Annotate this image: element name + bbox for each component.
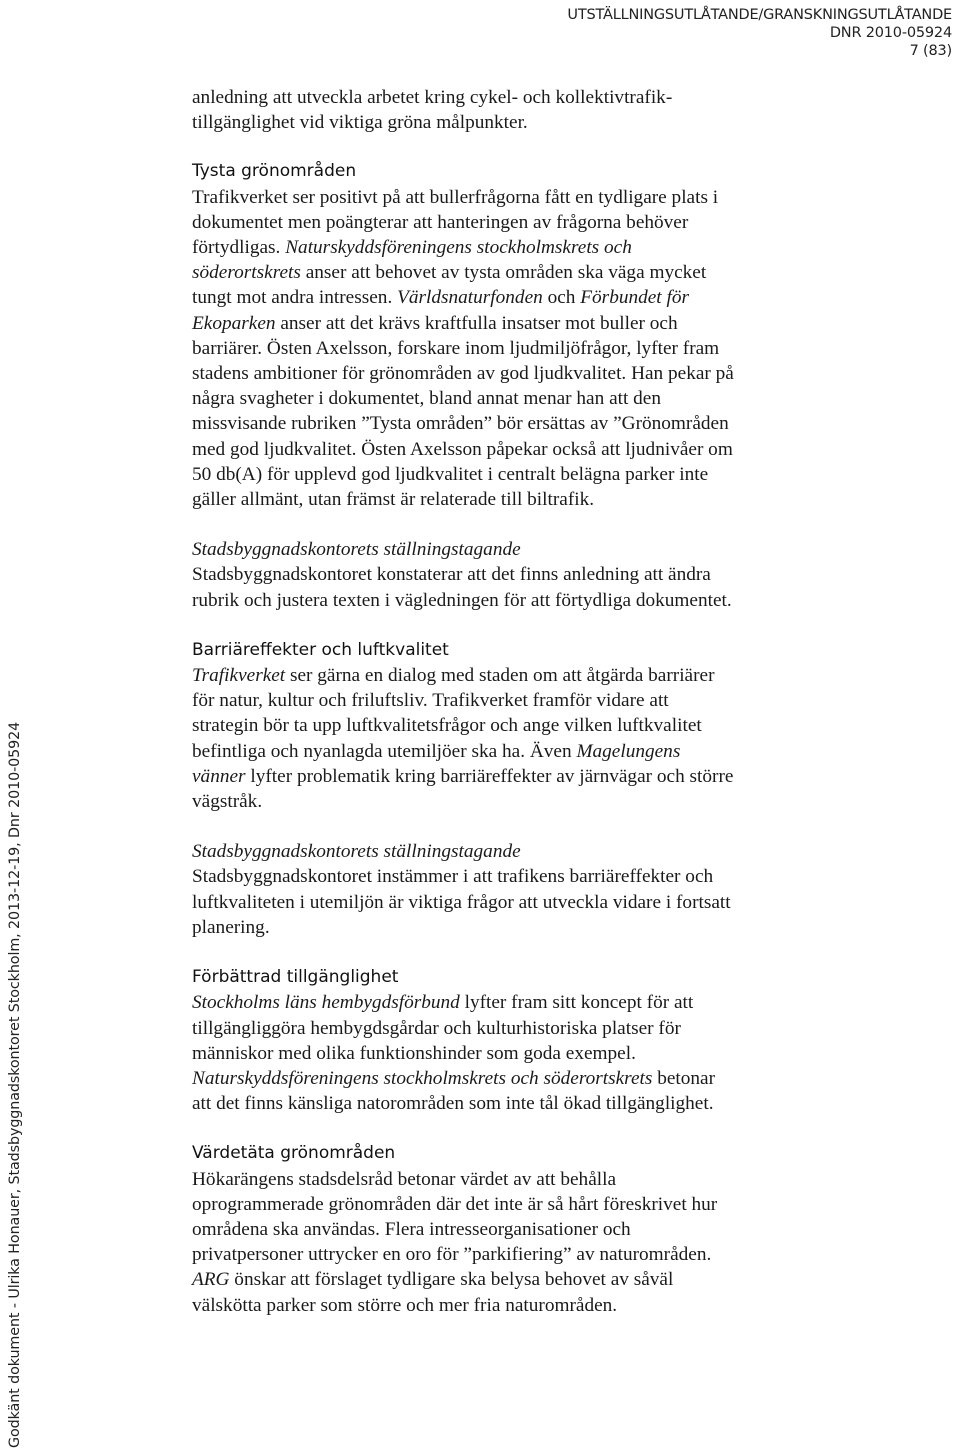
- text-line: missvisande rubriken ”Tysta områden” bör ersättas av ”Grönområden: [192, 413, 729, 435]
- text-line: tungt mot andra intressen. Världsnaturfonden och Förbundet för: [192, 287, 689, 309]
- text-line: tillgängliggöra hembygdsgårdar och kulturhistoriska platser för: [192, 1017, 681, 1039]
- page-number: 7 (83): [909, 43, 952, 59]
- text-line: barriärer. Östen Axelsson, forskare inom ljudmiljöfrågor, lyfter fram: [192, 337, 720, 359]
- text-line: rubrik och justera texten i vägledningen för att förtydliga dokumentet.: [192, 589, 732, 611]
- section-quiet-green-areas: [192, 159, 832, 512]
- text-line: förtydligas. Naturskyddsföreningens stockholmskrets och: [192, 237, 632, 259]
- section-heading: Barriäreffekter och luftkvalitet: [192, 639, 449, 660]
- section-heading: Tysta grönområden: [192, 161, 357, 182]
- text-line: planering.: [192, 916, 270, 938]
- text-line: Stockholms läns hembygdsförbund lyfter fram sitt koncept för att: [192, 992, 694, 1014]
- text-line: befintliga och nyanlagda utemiljöer ska ha. Även Magelungens: [192, 740, 681, 762]
- text-line: att det finns känsliga natorområden som inte tål ökad tillgänglighet.: [192, 1093, 714, 1115]
- text-line: för natur, kultur och friluftsliv. Trafikverket framför vidare att: [192, 690, 669, 712]
- text-line: Stadsbyggnadskontoret instämmer i att trafikens barriäreffekter och: [192, 866, 714, 888]
- approval-stamp-text: Godkänt dokument - Ulrika Honauer, Stadsbyggnadskontoret Stockholm, 2013-12-19, Dnr 2010-05924: [7, 721, 23, 1448]
- section-valuable-green-areas: [192, 1141, 832, 1317]
- text-line: människor med olika funktionshinder som goda exempel.: [192, 1042, 636, 1064]
- text-line: vänner lyfter problematik kring barriäreffekter av järnvägar och större: [192, 765, 734, 787]
- response-heading: Stadsbyggnadskontorets ställningstagande: [192, 539, 521, 561]
- text-line: tillgänglighet vid viktiga gröna målpunkter.: [192, 112, 528, 134]
- text-line: stadens ambitioner för grönområden av god ljudkvalitet. Han pekar på: [192, 363, 734, 385]
- section-improved-accessibility: [192, 965, 832, 1116]
- text-line: luftkvaliteten i utemiljön är viktiga frågor att utveckla vidare i fortsatt: [192, 891, 731, 913]
- text-line: Hökarängens stadsdelsråd betonar värdet av att behålla: [192, 1168, 617, 1190]
- section-barrier-effects: [192, 638, 832, 814]
- text-line: välskötta parker som större och mer fria naturområden.: [192, 1294, 618, 1316]
- document-number: DNR 2010-05924: [829, 25, 952, 41]
- document-body: [192, 85, 832, 1318]
- text-line: Ekoparken anser att det krävs kraftfulla insatser mot buller och: [192, 312, 678, 334]
- text-line: områdena ska användas. Flera intresseorganisationer och: [192, 1218, 631, 1240]
- text-line: anledning att utveckla arbetet kring cykel- och kollektivtrafik-: [192, 87, 673, 108]
- intro-paragraph: [192, 85, 832, 135]
- text-line: några svagheter i dokumentet, bland annat menar han att den: [192, 388, 662, 410]
- text-line: vägstråk.: [192, 791, 263, 813]
- text-line: 50 db(A) för upplevd god ljudkvalitet i centralt belägna parker inte: [192, 463, 709, 485]
- text-line: strategin bör ta upp luftkvalitetsfrågor och ange vilken luftkvalitet: [192, 715, 702, 737]
- text-line: med god ljudkvalitet. Östen Axelsson påpekar också att ljudnivåer om: [192, 438, 733, 460]
- text-line: Trafikverket ser gärna en dialog med staden om att åtgärda barriärer: [192, 665, 715, 687]
- text-line: Stadsbyggnadskontoret konstaterar att det finns anledning att ändra: [192, 564, 711, 586]
- response-heading: Stadsbyggnadskontorets ställningstagande: [192, 841, 521, 863]
- section-barrier-effects-response: [192, 839, 832, 940]
- text-line: söderortskrets anser att behovet av tysta områden ska väga mycket: [192, 262, 707, 284]
- text-line: gäller allmänt, utan främst är relaterade till biltrafik.: [192, 489, 595, 511]
- text-line: Naturskyddsföreningens stockholmskrets och söderortskrets betonar: [192, 1067, 716, 1089]
- text-line: Trafikverket ser positivt på att bullerfrågorna fått en tydligare plats i: [192, 186, 719, 208]
- section-heading: Värdetäta grönområden: [192, 1143, 396, 1164]
- text-line: ARG önskar att förslaget tydligare ska belysa behovet av såväl: [192, 1269, 674, 1291]
- document-type: UTSTÄLLNINGSUTLÅTANDE/GRANSKNINGSUTLÅTANDE: [567, 7, 952, 23]
- text-line: dokumentet men poängterar att hanteringen av frågorna behöver: [192, 211, 689, 233]
- page-header: [567, 6, 952, 60]
- section-quiet-green-areas-response: [192, 537, 832, 613]
- approval-stamp-strip: [2, 0, 26, 1452]
- section-heading: Förbättrad tillgänglighet: [192, 967, 399, 988]
- text-line: privatpersoner uttrycker en oro för ”parkifiering” av naturområden.: [192, 1244, 712, 1266]
- text-line: oprogrammerade grönområden där det inte är så hårt föreskrivet hur: [192, 1193, 718, 1215]
